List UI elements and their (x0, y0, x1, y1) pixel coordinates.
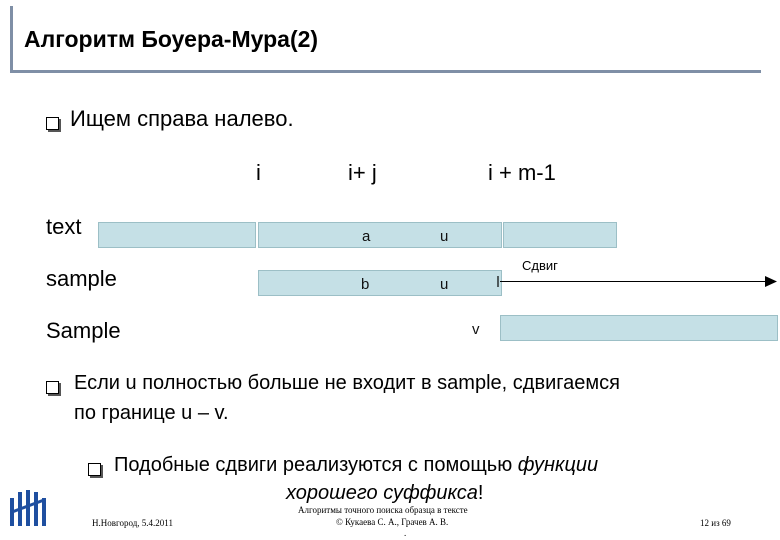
shifted-sample-left-blank (260, 315, 500, 341)
footer-place-date: Н.Новгород, 5.4.2011 (92, 518, 173, 528)
arrow-head-icon (765, 276, 777, 287)
text-cell-window (258, 222, 502, 248)
bullet-2-line-2: по границе u – v. (74, 402, 229, 424)
bullet-2-line-1: Если u полностью больше не входит в sample, сдвигаемся (74, 372, 620, 394)
bullet-3-exclaim: ! (477, 482, 484, 504)
row-label-Sample: Sample (46, 318, 121, 343)
footer-dot: . (404, 528, 407, 538)
text-letter-a: a (362, 228, 371, 245)
sample-cell (258, 270, 502, 296)
sample-letter-u: u (440, 276, 449, 293)
footer-authors: © Кукаева С. А., Грачев А. В. (336, 517, 449, 527)
row-label-sample: sample (46, 266, 117, 291)
index-i-plus-m-1: i + m-1 (488, 160, 556, 185)
text-cell-prefix (98, 222, 256, 248)
bullet-1-text: Ищем справа налево. (70, 106, 294, 131)
bullet-3-line-2 (286, 482, 483, 505)
index-i: i (256, 160, 261, 185)
university-logo-icon (6, 486, 50, 530)
bullet-box-icon (46, 381, 59, 394)
footer-course-title: Алгоритмы точного поиска образца в тексте (298, 505, 468, 515)
bullet-3-italic-2: хорошего суффикса (286, 482, 478, 504)
bullet-3-line-1 (114, 454, 598, 477)
bullet-box-icon (88, 463, 101, 476)
footer-page-number: 12 из 69 (700, 518, 731, 528)
shift-arrow-line (500, 281, 770, 282)
slide-title: Алгоритм Боуера-Мура(2) (24, 26, 319, 52)
row-label-text: text (46, 214, 82, 239)
shift-label: Сдвиг (522, 258, 558, 273)
shifted-sample-cell (500, 315, 778, 341)
sample-letter-b: b (361, 276, 370, 293)
index-i-plus-j: i+ j (348, 160, 377, 185)
bullet-box-icon (46, 117, 59, 130)
shifted-letter-v: v (472, 321, 480, 338)
bullet-3-italic: функции (517, 454, 599, 476)
text-letter-u: u (440, 228, 449, 245)
bullet-3-plain: Подобные сдвиги реализуются с помощью (114, 454, 518, 476)
arrow-tail-icon (497, 276, 503, 287)
text-cell-suffix (503, 222, 617, 248)
